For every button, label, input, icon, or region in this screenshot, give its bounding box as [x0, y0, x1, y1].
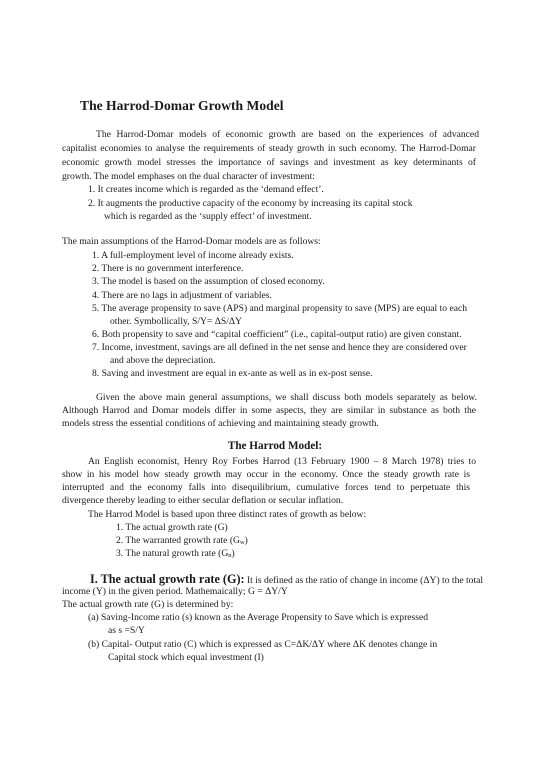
actual-growth-line-3: The actual growth rate (G) is determined by:	[62, 599, 234, 610]
assumption-item-cont: other. Symbollically, S/Y= ΔS/ΔY	[110, 316, 242, 327]
actual-growth-item-a-cont: as s =S/Y	[108, 625, 145, 636]
harrod-line-1: An English economist, Henry Roy Forbes Harrod (13 February 1900 – 8 March 1978) tries to	[88, 456, 476, 467]
assumptions-heading: The main assumptions of the Harrod-Domar models are as follows:	[62, 236, 321, 247]
intro-line-4: growth. The model emphases on the dual character of investment:	[62, 171, 315, 182]
intro-line-2: capitalist economies to analyse the requirements of steady growth in such economy. The Harrod-Domar	[62, 143, 476, 154]
summary-line-2: Although Harrod and Domar models differ in some aspects, they are similar in substance as both the	[62, 405, 476, 416]
actual-growth-heading: I. The actual growth rate (G):	[90, 572, 245, 586]
actual-growth-line-2: income (Y) in the given period. Mathemaically; G = ΔY/Y	[62, 586, 288, 597]
actual-growth-item-a: (a) Saving-Income ratio (s) known as the Average Propensity to Save which is expressed	[88, 612, 429, 623]
growth-rate-warranted: 2. The warranted growth rate $(G_w)$	[116, 535, 248, 546]
assumption-item-cont: and above the depreciation.	[110, 355, 216, 366]
intro-line-3: economic growth model stresses the importance of savings and investment as key determinants of	[62, 157, 476, 168]
assumption-item: 1. A full-employment level of income already exists.	[92, 250, 294, 261]
growth-rate-actual: 1. The actual growth rate (G)	[116, 522, 228, 533]
harrod-line-3: interrupted and the economy falls into disequilibrium, cumulative forces tend to perpetuate this	[62, 482, 470, 493]
assumption-item: 6. Both propensity to save and “capital coefficient” (i.e., capital-output ratio) are given constant.	[92, 329, 462, 340]
actual-growth-item-b: (b) Capital- Output ratio (C) which is expressed as C=ΔK/ΔY where ΔK denotes change in	[88, 639, 438, 650]
assumption-item: 4. There are no lags in adjustment of variables.	[92, 290, 272, 301]
intro-line-1: The Harrod-Domar models of economic growth are based on the experiences of advanced	[96, 129, 479, 140]
actual-growth-para: I. The actual growth rate (G): It is defined as the ratio of change in income (ΔY) to the total	[90, 572, 484, 586]
intro-item-2-cont: which is regarded as the ‘supply effect’ of investment.	[104, 211, 312, 222]
summary-line-3: models stress the essential conditions of achieving and maintaining steady growth.	[62, 418, 379, 429]
harrod-line-5: The Harrod Model is based upon three distinct rates of growth as below:	[88, 509, 367, 520]
intro-item-2: 2. It augments the productive capacity of the economy by increasing its capital stock	[88, 198, 413, 209]
growth-rate-natural: 3. The natural growth rate $(G_n)$	[116, 548, 235, 559]
assumption-item: 3. The model is based on the assumption of closed economy.	[92, 276, 325, 287]
assumption-item: 7. Income, investment, savings are all defined in the net sense and hence they are considered over	[92, 342, 467, 353]
summary-line-1: Given the above main general assumptions, we shall discuss both models separately as below.	[96, 392, 477, 403]
assumption-item: 2. There is no government interference.	[92, 263, 244, 274]
assumption-item: 5. The average propensity to save (APS) and marginal propensity to save (MPS) are equal to each	[92, 303, 468, 314]
document-title: The Harrod-Domar Growth Model	[80, 98, 284, 113]
harrod-line-2: show in his model how steady growth may occur in the economy. Once the steady growth rate is	[62, 469, 470, 480]
harrod-line-4: divergence thereby leading to either secular deflation or secular inflation.	[62, 495, 344, 506]
actual-growth-item-b-cont: Capital stock which equal investment (I)	[108, 652, 264, 663]
assumption-item: 8. Saving and investment are equal in ex-ante as well as in ex-post sense.	[92, 368, 373, 379]
intro-item-1: 1. It creates income which is regarded as the ‘demand effect’.	[88, 184, 324, 195]
harrod-heading: The Harrod Model:	[227, 440, 323, 452]
